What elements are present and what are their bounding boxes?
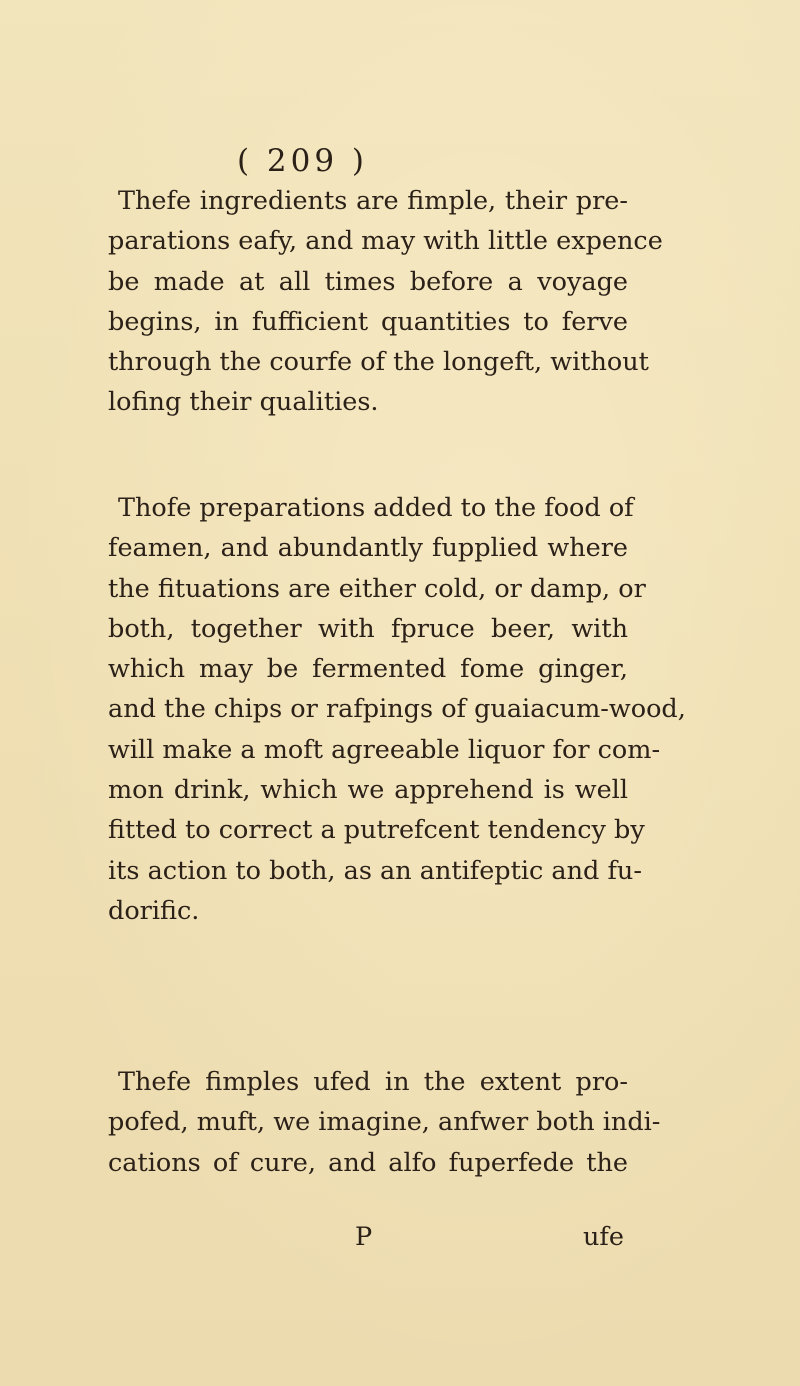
text-line: its action to both, as an antifeptic and fu- xyxy=(108,855,642,886)
text-line: and the chips or rafpings of guaiacum-wood, xyxy=(108,694,686,725)
text-line: parations eafy, and may with little expence xyxy=(108,226,663,257)
text-line: mon drink, which we apprehend is well xyxy=(108,775,628,806)
text-line: Thefe fimples ufed in the extent pro- xyxy=(118,1067,628,1097)
text-line: be made at all times before a voyage xyxy=(108,266,628,297)
text-line: will make a moft agreeable liquor for com- xyxy=(108,734,661,765)
text-line: Thofe preparations added to the food of xyxy=(118,493,634,523)
text-line: lofing their qualities. xyxy=(108,387,379,418)
catchword: ufe xyxy=(583,1222,624,1252)
paragraph-3 xyxy=(108,1062,661,1183)
text-line: through the courfe of the longeft, without xyxy=(108,347,649,378)
text-line: dorific. xyxy=(108,895,200,926)
text-line: begins, in fufficient quantities to ferve xyxy=(108,306,628,337)
text-line: cations of cure, and alfo fuperfede the xyxy=(108,1147,628,1178)
paragraph-1 xyxy=(108,181,663,423)
text-line: Thefe ingredients are fimple, their pre- xyxy=(118,186,628,216)
text-line: fitted to correct a putrefcent tendency by xyxy=(108,815,645,846)
text-line: both, together with fpruce beer, with xyxy=(108,613,628,644)
text-line: the fituations are either cold, or damp, or xyxy=(108,573,646,604)
signature-mark: P xyxy=(355,1222,373,1252)
page-number: ( 209 ) xyxy=(236,143,369,179)
paragraph-2 xyxy=(108,488,686,931)
text-line: which may be fermented fome ginger, xyxy=(108,654,628,685)
text-line: pofed, muft, we imagine, anfwer both indi- xyxy=(108,1107,661,1138)
text-line: feamen, and abundantly fupplied where xyxy=(108,533,628,564)
